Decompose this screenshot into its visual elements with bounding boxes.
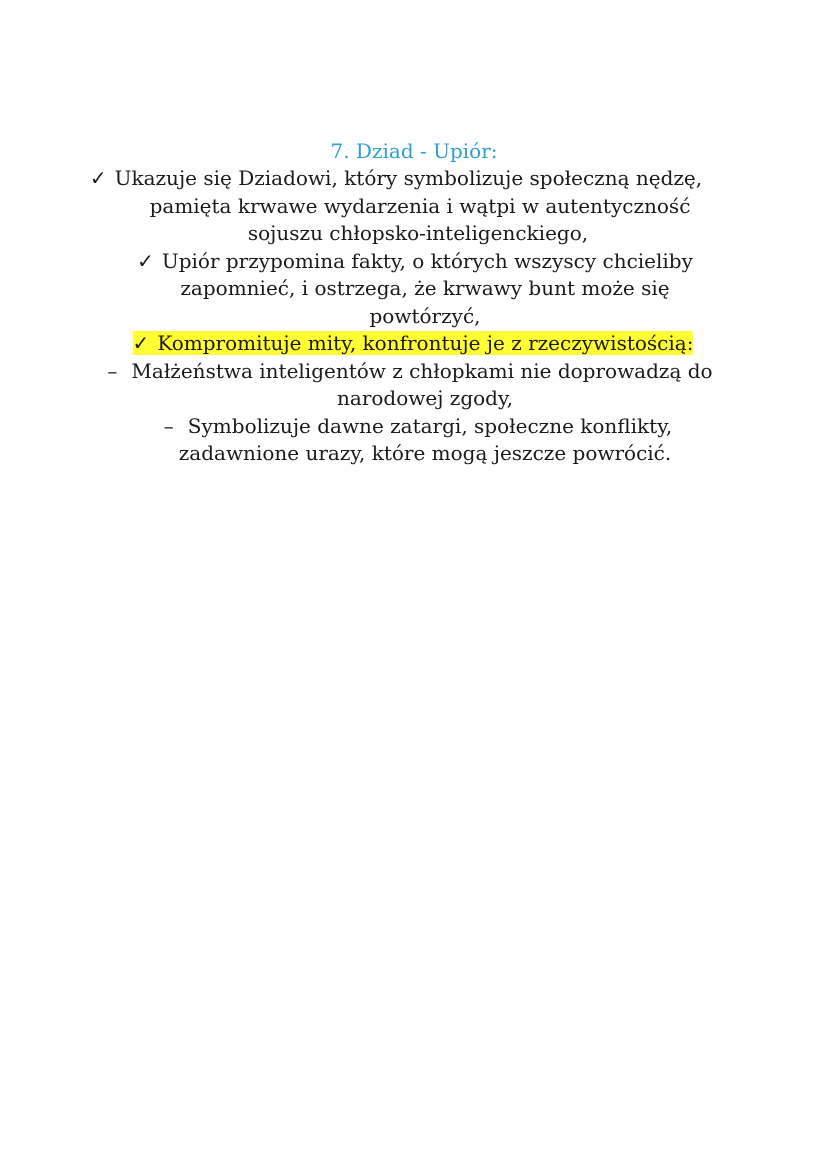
check-item-2: [100, 248, 728, 331]
checkmark-icon: ✓: [132, 331, 150, 355]
dash-item-2: [100, 413, 728, 468]
section-heading: 7. Dziad - Upiór:: [330, 139, 498, 163]
dash-item-1-text-1: Małżeństwa inteligentów z chłopkami nie doprowadzą do: [131, 358, 713, 383]
dash-item-1-line-1: [92, 358, 728, 386]
highlighted-text: [133, 331, 694, 355]
dash-bullet-icon: –: [163, 413, 174, 438]
check-item-2-line-3: powtórzyć,: [369, 303, 481, 328]
checkmark-icon: ✓: [137, 248, 154, 273]
dash-item-2-text-1: Symbolizuje dawne zatargi, społeczne konflikty,: [187, 413, 673, 438]
check-item-1-line-2: pamięta krwawe wydarzenia i wątpi w autentyczność: [149, 193, 691, 218]
check-item-2-line-1: [102, 248, 728, 276]
check-item-1-text-1: Ukazuje się Dziadowi, który symbolizuje społeczną nędzę,: [114, 166, 703, 190]
check-item-3: [100, 330, 728, 358]
check-item-1: [89, 165, 728, 248]
check-item-1-line-1: [64, 165, 728, 193]
checkmark-icon: ✓: [89, 166, 107, 190]
check-item-3-line-1: [98, 330, 728, 358]
check-item-2-line-2: zapomnieć, i ostrzega, że krwawy bunt może się: [180, 276, 670, 300]
dash-item-2-line-1: [108, 413, 728, 441]
check-item-2-text-1: Upiór przypomina fakty, o których wszyscy chcieliby: [161, 248, 693, 273]
dash-item-2-line-2: zadawnione urazy, które mogą jeszcze powrócić.: [178, 441, 672, 465]
dash-item-1-line-2: narodowej zgody,: [337, 386, 513, 410]
dash-bullet-icon: –: [107, 358, 118, 383]
check-item-1-line-3: sojuszu chłopsko-inteligenckiego,: [247, 221, 589, 245]
dash-item-1: [100, 358, 728, 413]
check-item-3-text-1: Kompromituje mity, konfrontuje je z rzeczywistością:: [157, 331, 694, 355]
notes-section: [89, 137, 728, 468]
